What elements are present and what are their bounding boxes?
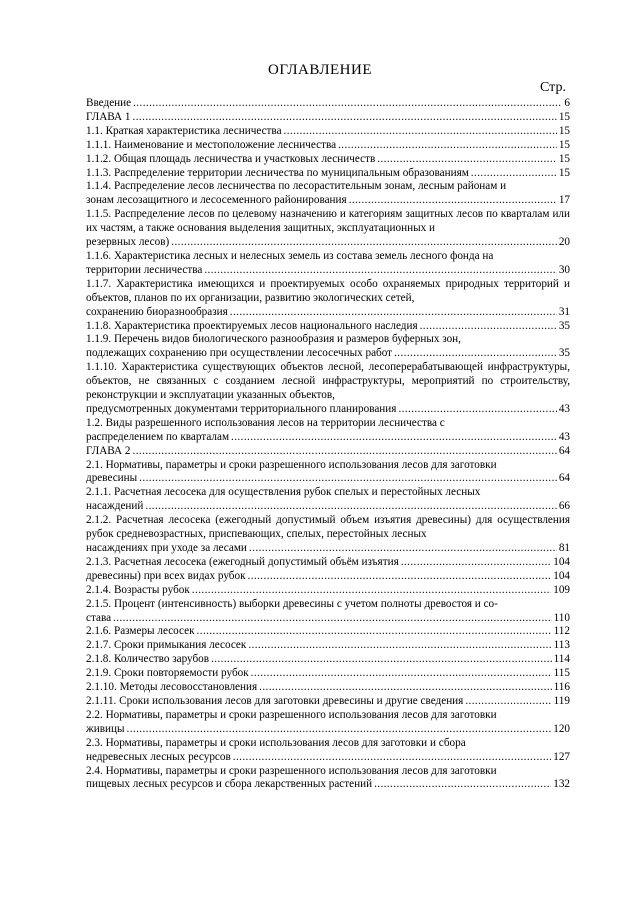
dot-leader <box>211 653 552 667</box>
toc-entry[interactable] <box>86 278 570 320</box>
toc-entry-title-end: става <box>86 611 112 624</box>
toc-entry-title-end: предусмотренных документами территориального планирования <box>86 402 397 415</box>
toc-entry-title: 1.1.3. Распределение территории лесничества по муниципальным образованиям <box>86 166 469 179</box>
toc-entry-title: 2.1. Нормативы, параметры и сроки разрешенного использования лесов для заготовки <box>86 458 497 471</box>
toc-entry-title-end: недревесных лесных ресурсов <box>86 750 231 763</box>
toc-entry[interactable] <box>86 765 570 793</box>
toc-entry[interactable] <box>86 459 570 487</box>
toc-entry[interactable] <box>86 653 570 667</box>
dot-leader <box>171 236 557 250</box>
dot-leader <box>284 125 557 139</box>
toc-entry[interactable] <box>86 625 570 639</box>
toc-entry[interactable] <box>86 570 570 584</box>
toc-entry-title-end: резервных лесов) <box>86 236 170 249</box>
toc-entry-title: 2.2. Нормативы, параметры и сроки разрешенного использования лесов для заготовки <box>86 708 497 721</box>
toc-entry-page: 119 <box>553 694 570 707</box>
toc-entry-page: 64 <box>558 472 570 485</box>
toc-entry-page: 31 <box>558 305 570 318</box>
toc-entry-title: 1.1. Краткая характеристика лесничества <box>86 124 282 137</box>
dot-leader <box>133 445 557 459</box>
toc-entry[interactable] <box>86 737 570 765</box>
toc-entry-page: 6 <box>564 97 570 109</box>
dot-leader <box>401 556 551 570</box>
dot-leader <box>249 542 557 556</box>
toc-entry[interactable] <box>86 361 570 417</box>
toc-entry-title: 1.1.9. Перечень видов биологического разнообразия и размеров буферных зон, <box>86 333 461 346</box>
toc-entry-page: 115 <box>553 667 570 680</box>
toc-entry-title: 2.1.1. Расчетная лесосека для осуществления рубок спелых и перестойных лесных <box>86 486 481 499</box>
toc-entry[interactable] <box>86 417 570 445</box>
toc-entry-title: 1.2. Виды разрешенного использования лесов на территории лесничества с <box>86 416 445 429</box>
dot-leader <box>248 639 551 653</box>
toc-entry-page: 112 <box>553 625 570 638</box>
toc-entry[interactable] <box>86 208 570 250</box>
dot-leader <box>139 472 557 486</box>
toc-entry-page: 116 <box>553 681 570 694</box>
toc-entry-page: 17 <box>558 194 570 207</box>
dot-leader <box>259 681 552 695</box>
toc-entry-title: 1.1.6. Характеристика лесных и нелесных земель из состава земель лесного фонда на <box>86 249 494 262</box>
dot-leader <box>398 403 556 417</box>
toc-entry-page: 15 <box>558 110 570 123</box>
toc-entry-title: 2.4. Нормативы, параметры и сроки разрешенного использования лесов для заготовки <box>86 764 497 777</box>
dot-leader <box>192 584 551 598</box>
toc-entry-title-end: 2.1.3. Расчетная лесосека (ежегодный допустимый объём изъятия <box>86 555 399 568</box>
toc-entry-page: 35 <box>558 347 570 360</box>
dot-leader <box>204 264 556 278</box>
dot-leader <box>465 695 551 709</box>
toc-entry-page: 43 <box>558 402 570 415</box>
dot-leader <box>133 111 557 125</box>
toc-entry-page: 132 <box>553 778 570 791</box>
toc-entry-title: 1.1.7. Характеристика имеющихся и проектируемых особо охраняемых природных территорий и объектов, планов по их организации, развитию экологических сетей, <box>86 277 570 304</box>
toc-entry-title: 1.1.10. Характеристика существующих объектов лесной, лесоперерабатывающей инфраструктуры, объектов, не связанных с созданием лесной инфраструктуры, мероприятий по строительству, реконструкции и эксплуатации указанных объектов, <box>86 361 570 402</box>
toc-entry-title-end: пищевых лесных ресурсов и сбора лекарственных растений <box>86 778 373 791</box>
dot-leader <box>338 139 557 153</box>
toc-entry-page: 30 <box>558 263 570 276</box>
dot-leader <box>420 320 557 334</box>
toc-entry-page: 66 <box>558 500 570 513</box>
toc-entry[interactable] <box>86 445 570 459</box>
toc-entry-title: 1.1.8. Характеристика проектируемых лесов национального наследия <box>86 319 418 332</box>
toc-entry-title: 2.1.5. Процент (интенсивность) выборки древесины с учетом полноты древостоя и со- <box>86 597 498 610</box>
toc-entry-page: 35 <box>558 319 570 332</box>
toc-entry-page: 104 <box>553 555 570 568</box>
toc-entry-page: 81 <box>558 542 570 554</box>
dot-leader <box>133 97 562 111</box>
toc-entry-title-end: древесины <box>86 472 138 485</box>
toc-entry-title-end: живицы <box>86 722 125 735</box>
toc-entry[interactable] <box>86 125 570 139</box>
dot-leader <box>248 570 552 584</box>
toc-entry-title: 2.1.7. Сроки примыкания лесосек <box>86 639 247 652</box>
toc-entry-title: ГЛАВА 2 <box>86 444 131 457</box>
toc-entry-title: 1.1.2. Общая площадь лесничества и участковых лесничеств <box>86 152 376 165</box>
toc-entry-page: 15 <box>558 166 570 179</box>
toc-entry[interactable] <box>86 250 570 278</box>
toc-entry-title-end: зонам лесозащитного и лесосеменного районирования <box>86 194 347 207</box>
dot-leader <box>349 194 557 208</box>
toc-entry[interactable] <box>86 167 570 181</box>
toc-entry-title: 2.1.9. Сроки повторяемости рубок <box>86 667 249 680</box>
toc-entry-title-end: насаждениях при уходе за лесами <box>86 542 247 554</box>
toc-entry-title: 1.1.5. Распределение лесов по целевому назначению и категориям защитных лесов по кварталам или их частям, а также основания выделения защитных, эксплуатационных и <box>86 208 570 235</box>
toc-entry[interactable] <box>86 667 570 681</box>
page-title: ОГЛАВЛЕНИЕ <box>268 62 372 78</box>
toc-entry[interactable] <box>86 514 570 556</box>
toc-entry-title-end: территории лесничества <box>86 263 203 276</box>
toc-entry-title: 2.1.4. Возрасты рубок <box>86 583 190 596</box>
toc-entry[interactable] <box>86 556 570 570</box>
toc-entry-page: 15 <box>558 152 570 165</box>
toc-entry-title: 2.1.8. Количество зарубов <box>86 653 210 666</box>
dot-leader <box>377 153 557 167</box>
toc-entry-page: 114 <box>553 653 570 666</box>
toc-entry-title: 2.3. Нормативы, параметры и сроки использования лесов для заготовки и сбора <box>86 736 466 749</box>
toc-entry-title: 1.1.1. Наименование и местоположение лесничества <box>86 138 337 151</box>
toc-entry[interactable] <box>86 333 570 361</box>
dot-leader <box>197 625 552 639</box>
toc-entry[interactable] <box>86 598 570 626</box>
toc-entry[interactable] <box>86 153 570 167</box>
toc-entry-title-end: насаждений <box>86 500 144 513</box>
toc-entry[interactable] <box>86 139 570 153</box>
toc-entry-title: 1.1.4. Распределение лесов лесничества по лесорастительным зонам, лесным районам и <box>86 180 507 193</box>
toc-entry-title: 2.1.11. Сроки использования лесов для заготовки древесины и другие сведения <box>86 694 464 707</box>
toc-entry-title: ГЛАВА 1 <box>86 110 131 123</box>
toc-entry[interactable] <box>86 681 570 695</box>
toc-entry-page: 127 <box>553 750 570 763</box>
toc-entry-title: 2.1.6. Размеры лесосек <box>86 625 195 638</box>
toc-entry-title: древесины) при всех видах рубок <box>86 569 246 582</box>
toc-entry-title-end: подлежащих сохранению при осуществлении лесосечных работ <box>86 347 393 360</box>
table-of-contents <box>86 97 570 792</box>
toc-entry-page: 110 <box>553 611 570 624</box>
dot-leader <box>145 500 556 514</box>
toc-entry-page: 113 <box>553 639 570 652</box>
toc-entry-page: 109 <box>553 583 570 596</box>
toc-entry-page: 104 <box>553 569 570 582</box>
toc-entry-page: 15 <box>558 138 570 151</box>
dot-leader <box>374 778 551 792</box>
toc-entry[interactable] <box>86 320 570 334</box>
dot-leader <box>251 667 552 681</box>
toc-entry[interactable] <box>86 695 570 709</box>
toc-entry-title: Введение <box>86 97 132 109</box>
toc-entry[interactable] <box>86 584 570 598</box>
toc-entry-title: 2.1.10. Методы лесовосстановления <box>86 681 258 694</box>
toc-entry-title-end: распределением по кварталам <box>86 430 230 443</box>
toc-entry-page: 15 <box>558 124 570 137</box>
toc-entry[interactable] <box>86 111 570 125</box>
dot-leader <box>471 167 557 181</box>
toc-entry-page: 20 <box>558 236 570 249</box>
dot-leader <box>233 751 551 765</box>
toc-entry[interactable] <box>86 180 570 208</box>
toc-entry-page: 120 <box>553 722 570 735</box>
dot-leader <box>113 612 552 626</box>
toc-entry-page: 43 <box>558 430 570 443</box>
dot-leader <box>394 347 557 361</box>
toc-entry[interactable] <box>86 639 570 653</box>
page-column-header: Стр. <box>540 80 566 95</box>
toc-entry[interactable] <box>86 97 570 111</box>
toc-entry-page: 64 <box>558 444 570 457</box>
toc-entry[interactable] <box>86 486 570 514</box>
toc-entry-title-end: сохранению биоразнообразия <box>86 305 228 318</box>
dot-leader <box>127 723 552 737</box>
toc-entry-title: 2.1.2. Расчетная лесосека (ежегодный допустимый объем изъятия древесины) для осуществления рубок средневозрастных, приспевающих, спелых, перестойных лесных <box>86 514 570 541</box>
dot-leader <box>231 431 557 445</box>
dot-leader <box>230 306 557 320</box>
toc-entry[interactable] <box>86 709 570 737</box>
